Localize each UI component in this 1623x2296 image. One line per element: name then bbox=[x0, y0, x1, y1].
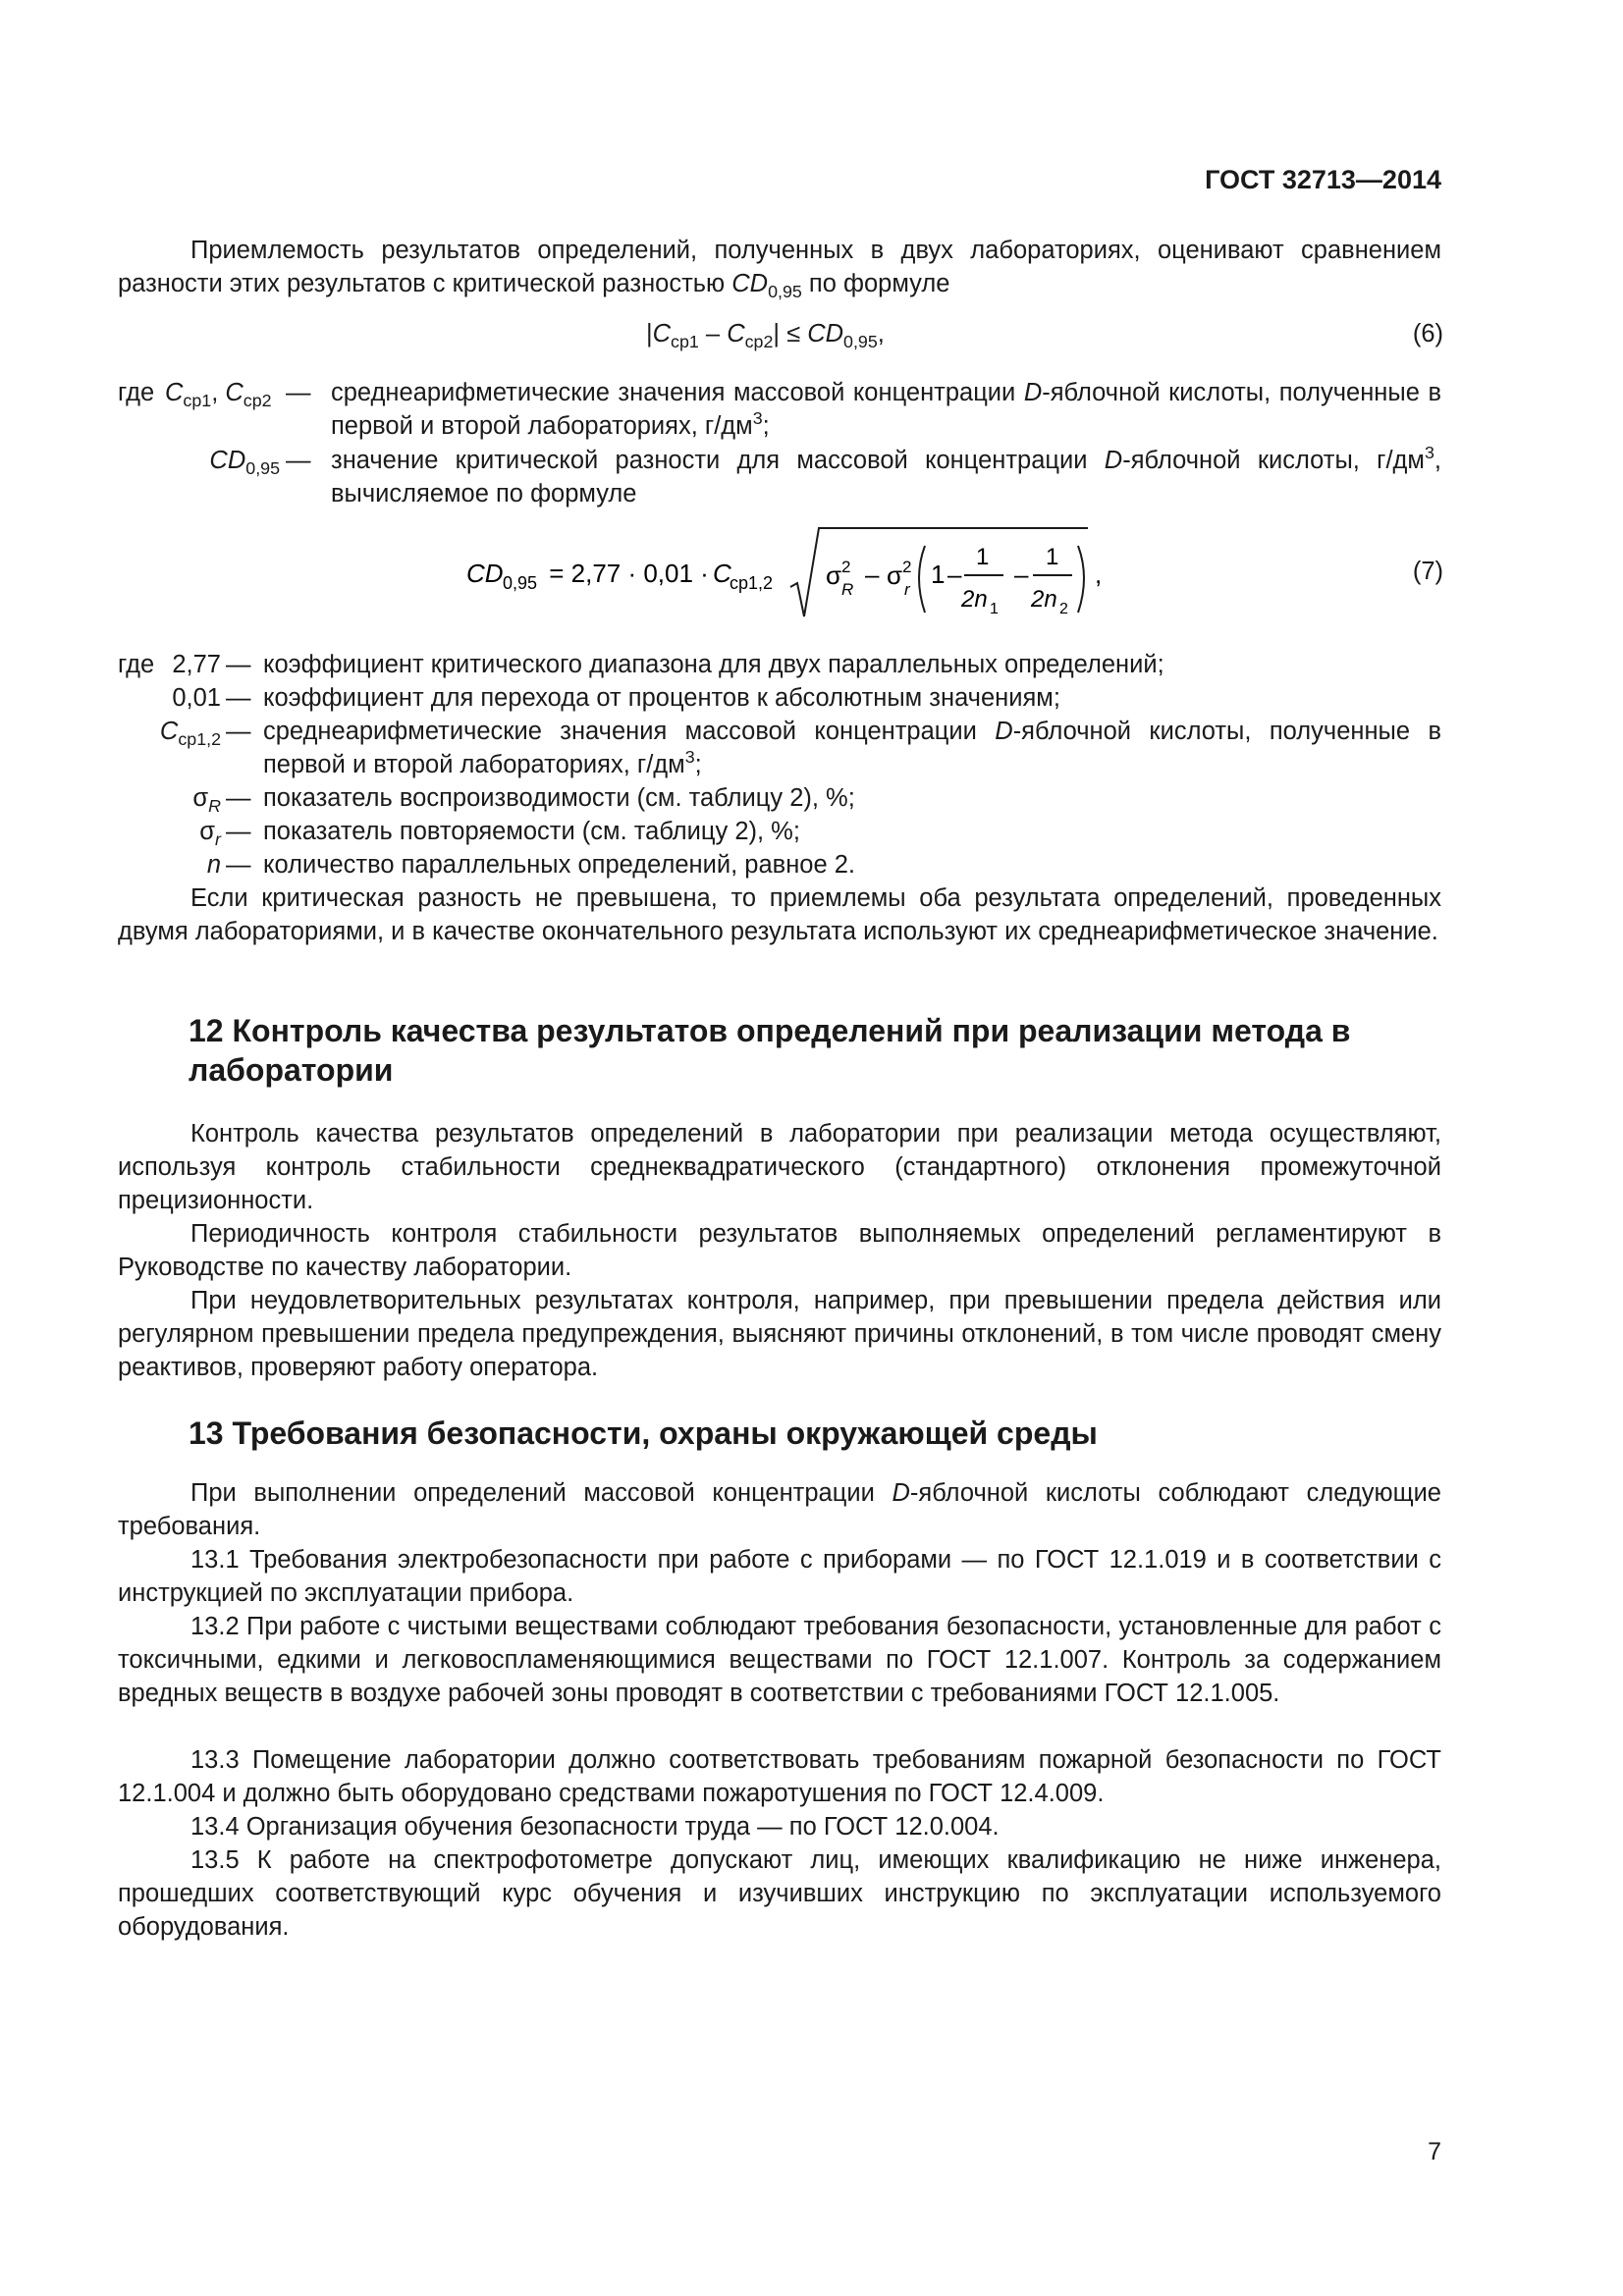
cd-subscript: 0,95 bbox=[503, 573, 538, 593]
c-symbol: C bbox=[713, 559, 731, 588]
definition-term: $\sigma_R$ bbox=[192, 784, 221, 817]
definition-row bbox=[0, 715, 1623, 781]
sigma-symbol: σ bbox=[887, 561, 903, 590]
abs-bar-right: | bbox=[773, 320, 781, 347]
minus-sign: – bbox=[1014, 560, 1029, 589]
sigma-symbol: σ bbox=[826, 561, 842, 590]
definition-dash: — bbox=[286, 379, 311, 406]
equation-number-6: (6) bbox=[1412, 320, 1443, 347]
one: 1 bbox=[931, 560, 946, 589]
where-prefix: где bbox=[118, 379, 155, 406]
fraction-numerator: 1 bbox=[1046, 544, 1059, 570]
definition-dash: — bbox=[286, 447, 311, 474]
section-13-item: 13.2 При работе с чистыми веществами соблюдают требования безопасности, установленные для работ с токсичными, едкими и легковоспламеняющимися веществами по ГОСТ 12.1.007. Контроль за содержанием вредных веществ в воздухе рабочей зоны проводят в соответствии с требованиями ГОСТ 12.1.005. bbox=[118, 1613, 1441, 1707]
section-12-paragraph: Периодичность контроля стабильности результатов выполняемых определений регламентируют в Руководстве по качеству лаборатории. bbox=[118, 1220, 1441, 1281]
section-13-intro: При выполнении определений массовой концентрации D-яблочной кислоты соблюдают следующие требования. bbox=[118, 1479, 1441, 1540]
intro-paragraph bbox=[118, 234, 1441, 300]
fraction-denominator: 2n bbox=[961, 586, 988, 613]
minus-sign: – bbox=[865, 560, 880, 589]
conclusion-paragraph: Если критическая разность не превышена, то приемлемы оба результата определений, проведенных двумя лабораториями, и в качестве окончательного результата используют их среднеарифметическое значение. bbox=[118, 884, 1441, 945]
intro-text-end: по формуле bbox=[801, 270, 950, 297]
fraction-numerator: 1 bbox=[976, 544, 990, 570]
section-13-item: 13.1 Требования электробезопасности при работе с приборами — по ГОСТ 12.1.019 и в соответствии с инструкцией по эксплуатации прибора. bbox=[118, 1546, 1441, 1607]
definition-dash: — bbox=[226, 851, 251, 879]
definition-term: 0,01 bbox=[172, 684, 221, 712]
definition-dash: — bbox=[226, 818, 251, 845]
definition-desc: коэффициент критического диапазона для двух параллельных определений; bbox=[263, 651, 1164, 678]
intro-text: Приемлемость результатов определений, полученных в двух лабораториях, оценивают сравнением разности этих результатов с критической разностью bbox=[118, 237, 1441, 297]
definition-dash: — bbox=[226, 718, 251, 745]
section-12-heading: 12 Контроль качества результатов определений при реализации метода в лаборатории bbox=[189, 1013, 1351, 1088]
section-12-paragraph: При неудовлетворительных результатах контроля, например, при превышении предела действия или регулярном превышении предела предупреждения, выясняют причины отклонений, в том числе проводят смену реактивов, проверяют работу оператора. bbox=[118, 1287, 1441, 1381]
section-13-heading: 13 Требования безопасности, охраны окружающей среды bbox=[189, 1415, 1098, 1451]
sigma-sub-r-lower: r bbox=[904, 580, 910, 599]
section-13-item: 13.4 Организация обучения безопасности труда — по ГОСТ 12.0.004. bbox=[190, 1813, 1000, 1841]
definition-dash: — bbox=[226, 784, 251, 812]
definition-desc: значение критической разности для массовой концентрации D-яблочной кислоты, $г/дм^3$, вычисляемое по формуле bbox=[331, 443, 1441, 507]
definition-row bbox=[0, 648, 1623, 681]
trailing-comma: , bbox=[1095, 560, 1103, 589]
formula-6: $|C_{ср1} - C_{ср2}| \le CD_{0,95}$, bbox=[646, 320, 885, 352]
definition-term: $C_{ср1}$, $C_{ср2}$ bbox=[165, 379, 272, 411]
c-subscript: ср1,2 bbox=[730, 573, 774, 593]
definition-desc: показатель повторяемости (см. таблицу 2), %; bbox=[263, 818, 800, 845]
definition-desc: количество параллельных определений, равное 2. bbox=[263, 851, 855, 879]
definition-dash: — bbox=[226, 651, 251, 678]
definition-row bbox=[0, 815, 1623, 848]
cd-symbol: CD bbox=[731, 270, 769, 297]
definition-row bbox=[0, 848, 1623, 881]
definition-dash: — bbox=[226, 684, 251, 712]
definition-desc: среднеарифметические значения массовой концентрации D-яблочной кислоты, полученные в первой и второй лабораториях, $г/дм^3$; bbox=[331, 379, 1441, 440]
cd-symbol: CD bbox=[466, 559, 504, 588]
page-number: 7 bbox=[1428, 2138, 1441, 2165]
square-exponent: 2 bbox=[902, 558, 912, 576]
cd-subscript: 0,95 bbox=[768, 282, 802, 302]
abs-bar-left: | bbox=[646, 320, 653, 347]
definition-term: $CD_{0,95}$ bbox=[209, 447, 280, 479]
section-13-item: 13.5 К работе на спектрофотометре допускают лиц, имеющих квалификацию не ниже инженера, прошедших соответствующий курс обучения и изучивших инструкцию по эксплуатации используемого оборудования. bbox=[118, 1846, 1441, 1941]
definition-row bbox=[0, 681, 1623, 715]
document-header: ГОСТ 32713—2014 bbox=[1205, 165, 1441, 194]
sigma-sub-r-upper: R bbox=[841, 580, 854, 599]
section-13-item: 13.3 Помещение лаборатории должно соответствовать требованиям пожарной безопасности по ГОСТ 12.1.004 и должно быть оборудовано средствами пожаротушения по ГОСТ 12.4.009. bbox=[118, 1746, 1441, 1807]
definition-term: $C_{ср1,2}$ bbox=[159, 718, 221, 750]
definition-desc: показатель воспроизводимости (см. таблицу 2), %; bbox=[263, 784, 855, 812]
definition-row bbox=[0, 376, 1623, 443]
definition-row bbox=[0, 781, 1623, 815]
definition-term: $\sigma_r$ bbox=[199, 818, 221, 850]
definition-term: n bbox=[206, 851, 221, 879]
denominator-subscript: 1 bbox=[990, 601, 999, 617]
equation-number-7: (7) bbox=[1412, 558, 1443, 585]
definition-row bbox=[0, 444, 1623, 510]
definition-desc: среднеарифметические значения массовой концентрации D-яблочной кислоты, полученные в первой и второй лабораториях, $г/дм^3$; bbox=[263, 718, 1441, 778]
fraction-denominator: 2n bbox=[1031, 586, 1057, 613]
formula-coefficients: = 2,77 · 0,01 · bbox=[542, 559, 717, 588]
definition-desc: коэффициент для перехода от процентов к абсолютным значениям; bbox=[263, 684, 1060, 712]
formula-7 bbox=[452, 518, 1159, 626]
section-12-paragraph: Контроль качества результатов определений в лаборатории при реализации метода осуществляют, используя контроль стабильности среднеквадратического (стандартного) отклонения промежуточной прецизионности. bbox=[118, 1120, 1441, 1214]
left-paren bbox=[919, 546, 925, 613]
definition-term: 2,77 bbox=[172, 651, 221, 678]
denominator-subscript: 2 bbox=[1059, 601, 1068, 617]
right-paren bbox=[1078, 546, 1084, 613]
minus-sign: – bbox=[947, 560, 962, 589]
where-prefix: где bbox=[118, 651, 155, 678]
square-exponent: 2 bbox=[841, 558, 851, 576]
